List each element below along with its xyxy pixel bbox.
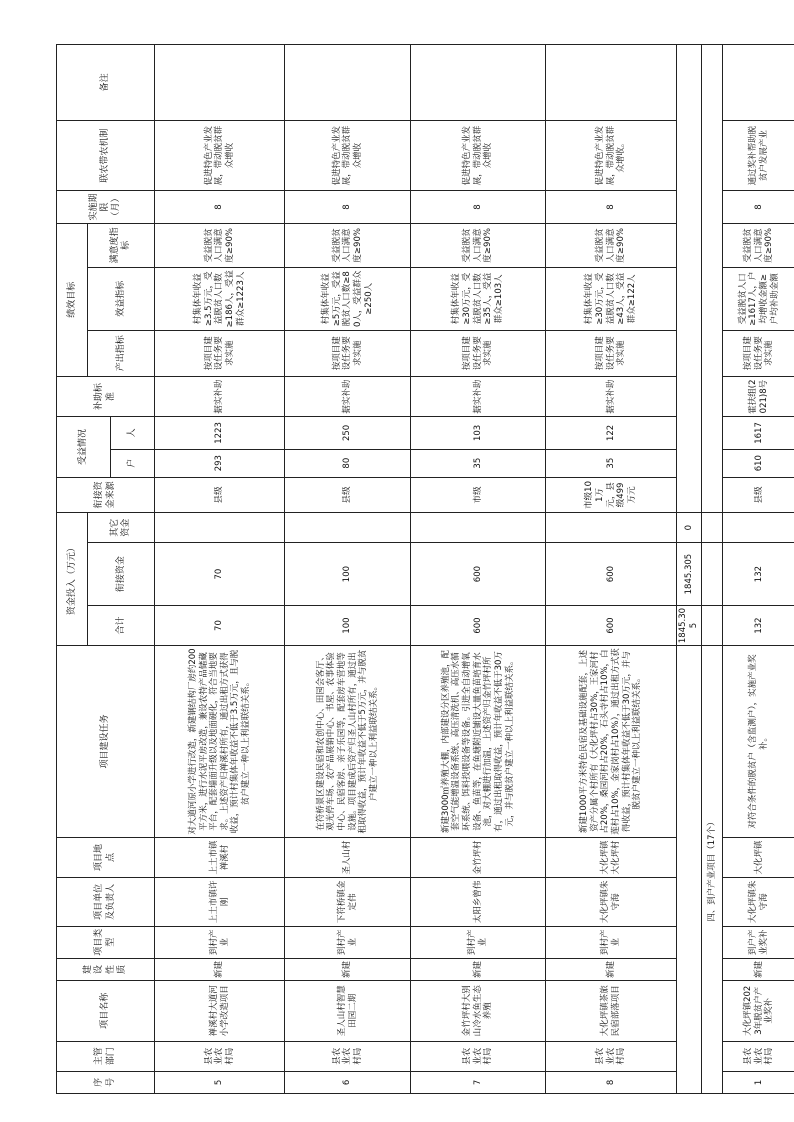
cell-type: 到村产业 — [285, 926, 410, 958]
cell-remarks — [285, 45, 410, 121]
cell-location: 圣人山村 — [285, 837, 410, 877]
cell-subsidy: 据实补助 — [155, 376, 285, 416]
cell-subsidy: 据实补助 — [285, 376, 410, 416]
cell-output: 按项目建设任务要求实施 — [155, 330, 285, 376]
section-blank-right — [702, 45, 723, 513]
cell-name: 大化坪镇茶旅民宿部落项目 — [546, 981, 676, 1042]
cell-satisfaction: 受益脱贫人口满意度≥90% — [155, 223, 285, 267]
cell-effect: 村集体年收益≥5万元，受益脱贫人口数≥80人，受益群众≥250人 — [285, 268, 410, 331]
cell-nature: 新建 — [410, 958, 546, 980]
cell-remarks — [410, 45, 546, 121]
cell-location: 大化坪镇 — [722, 837, 794, 877]
cell-other — [410, 513, 546, 543]
cell-other — [546, 513, 676, 543]
cell-mechanism: 促进特色产业发展，带动脱贫群众增收 — [155, 120, 285, 191]
cell-satisfaction: 受益脱贫人口满意度≥90% — [410, 223, 546, 267]
cell-total: 70 — [155, 605, 285, 645]
header-type: 项目类型 — [57, 926, 155, 958]
cell-total: 600 — [546, 605, 676, 645]
cell-cohesion: 600 — [410, 543, 546, 606]
cell-subsidy: 据实补助 — [410, 376, 546, 416]
header-nature: 建设性质 — [57, 958, 155, 980]
header-output: 产出指标 — [88, 330, 155, 376]
cell-period: 8 — [410, 191, 546, 223]
cell-task: 对大道河原小学进行改造，新建钢结构厂房约200平方米，进行水泥平房改造，兼设农特产品储藏平台，配套墙面升级以及地面硬化，符合当地要求。上述资产归禅溪村所有，通过出租方式获得收益，预计村集体年收益不低于3.5万元，且与脱贫户建立一种以上利益联结关系。 — [155, 646, 285, 838]
cell-cohesion: 100 — [285, 543, 410, 606]
cell-cohesion: 70 — [155, 543, 285, 606]
header-period: 实施期限（月） — [57, 191, 155, 223]
cell-satisfaction: 受益脱贫人口满意度≥90% — [546, 223, 676, 267]
cell-task: 对符合条件的脱贫户（含监测户），实施产业奖补。 — [722, 646, 794, 838]
cell-unit: 太阳乡曾伟 — [410, 878, 546, 926]
cell-source: 市级101万元，县级499万元 — [546, 477, 676, 512]
cell-cohesion: 132 — [722, 543, 794, 606]
table-row — [285, 45, 410, 1094]
cell-other — [722, 513, 794, 543]
cell-effect: 村集体年收益≥30万元，受益脱贫人口数≥35人，受益群众≥103人 — [410, 268, 546, 331]
cell-households: 80 — [285, 449, 410, 477]
cell-name: 大化坪镇2023年脱贫户产业奖补 — [722, 981, 794, 1042]
cell-other — [155, 513, 285, 543]
header-seq: 序号 — [57, 1071, 155, 1093]
table-row — [546, 45, 676, 1094]
cell-unit: 下符桥镇金定伟 — [285, 878, 410, 926]
cell-mechanism: 促进特色产业发展，带动脱贫群众增收。 — [546, 120, 676, 191]
cell-households: 35 — [546, 449, 676, 477]
cell-dept: 县农业农村局 — [155, 1041, 285, 1071]
cell-remarks — [546, 45, 676, 121]
cell-satisfaction: 受益脱贫人口满意度≥90% — [722, 223, 794, 267]
cell-source: 县级 — [722, 477, 794, 512]
cell-seq: 1 — [722, 1071, 794, 1093]
cell-location: 金竹坪村 — [410, 837, 546, 877]
cell-seq: 6 — [285, 1071, 410, 1093]
header-effect: 效益指标 — [88, 268, 155, 331]
cell-total: 600 — [410, 605, 546, 645]
cell-nature: 新建 — [546, 958, 676, 980]
cell-location: 大化坪镇大化坪村 — [546, 837, 676, 877]
cell-unit: 大化坪镇朱守海 — [722, 878, 794, 926]
subtotal-other: 0 — [676, 513, 701, 543]
cell-task: 新建1000平方米特色民宿及基础设施配套，上述资产分属个村所有（大化坪村占30%，王家河村占20%，桑园河村占20%，石头寺村占10%，白莲村占10%，金家岗村占10%），通过出租方式获得收益，预计村集体年收益不低于30万元，并与脱贫户建立一种以上利益联结关系。 — [546, 646, 676, 838]
cell-dept: 县农业农村局 — [546, 1041, 676, 1071]
header-perf: 绩效目标 — [57, 223, 88, 376]
cell-name: 金竹坪村大别山冷水鱼生态养殖 — [410, 981, 546, 1042]
cell-dept: 县农业农村局 — [722, 1041, 794, 1071]
cell-remarks — [155, 45, 285, 121]
cell-name: 禅溪村大道河小学改造项目 — [155, 981, 285, 1042]
cell-subsidy: 据实补助 — [546, 376, 676, 416]
cell-people: 1617 — [722, 417, 794, 449]
cell-nature: 新建 — [155, 958, 285, 980]
cell-nature: 新建 — [285, 958, 410, 980]
cell-total: 100 — [285, 605, 410, 645]
project-table — [56, 44, 794, 1094]
header-satisfaction: 满意度指标 — [88, 223, 155, 267]
section-blank — [702, 543, 723, 606]
cell-period: 8 — [285, 191, 410, 223]
header-dept: 主管部门 — [57, 1041, 155, 1071]
cell-satisfaction: 受益脱贫人口满意度≥90% — [285, 223, 410, 267]
cell-households: 610 — [722, 449, 794, 477]
cell-effect: 村集体年收益≥30万元，受益脱贫人口数≥43人，受益群众≥122人 — [546, 268, 676, 331]
header-source: 衔接资金来源 — [57, 477, 155, 512]
header-unit: 项目单位及负责人 — [57, 878, 155, 926]
cell-source: 县级 — [155, 477, 285, 512]
header-cohesion: 衔接资金 — [88, 543, 155, 606]
subtotal-blank-right — [676, 45, 701, 513]
cell-dept: 县农业农村局 — [285, 1041, 410, 1071]
cell-type: 到村产业 — [410, 926, 546, 958]
cell-location: 上土市镇禅溪村 — [155, 837, 285, 877]
cell-households: 35 — [410, 449, 546, 477]
table-row — [155, 45, 285, 1094]
section-label: 四、到户产业项目（17个） — [702, 646, 723, 1094]
cell-subsidy: 霍扶组(2021)8号 — [722, 376, 794, 416]
cell-output: 按项目建设任务要求实施 — [722, 330, 794, 376]
cell-type: 到村产业 — [546, 926, 676, 958]
table-row — [722, 45, 794, 1094]
cell-unit: 大化坪镇朱守海 — [546, 878, 676, 926]
cell-people: 122 — [546, 417, 676, 449]
table-row — [410, 45, 546, 1094]
cell-people: 103 — [410, 417, 546, 449]
header-remarks: 备注 — [57, 45, 155, 121]
section-row — [702, 45, 723, 1094]
header-row-1 — [57, 45, 88, 1094]
cell-seq: 7 — [410, 1071, 546, 1093]
header-total: 合计 — [88, 605, 155, 645]
section-blank — [702, 513, 723, 543]
cell-nature: 新建 — [722, 958, 794, 980]
cell-people: 250 — [285, 417, 410, 449]
cell-total: 132 — [722, 605, 794, 645]
cell-remarks — [722, 45, 794, 121]
cell-output: 按项目建设任务要求实施 — [285, 330, 410, 376]
cell-mechanism: 促进特色产业发展，带动脱贫群众增收 — [410, 120, 546, 191]
cell-type: 到户产业奖补 — [722, 926, 794, 958]
header-name: 项目名称 — [57, 981, 155, 1042]
section-blank — [702, 605, 723, 645]
header-funds: 资金投入（万元） — [57, 513, 88, 646]
subtotal-blank — [676, 646, 701, 1094]
cell-cohesion: 600 — [546, 543, 676, 606]
subtotal-total: 1845.305 — [676, 605, 701, 645]
document-page — [56, 44, 794, 1094]
header-other: 其它资金 — [88, 513, 155, 543]
header-benefit: 受益情况 — [57, 417, 111, 478]
header-mechanism: 联农带农机制 — [57, 120, 155, 191]
cell-unit: 上土市镇许刚 — [155, 878, 285, 926]
cell-name: 圣人山村智慧田园二期 — [285, 981, 410, 1042]
cell-other — [285, 513, 410, 543]
cell-task: 新建3000㎡养殖大棚，内部建设分区养殖池，配套空气能增温设备系统、高压清洗机、高压水循环系统、饵料投喂设备等设备。引进全自动增氧设备、鱼苗等，在鱼塘附近铺设大量鱼苗培育水池，对大棚进行加温，上述资产归金竹坪村所有，通过出租取得收益，预计年收益不低于30万元，并与脱贫户建立一种以上利益联结关系。 — [410, 646, 546, 838]
cell-output: 按项目建设任务要求实施 — [410, 330, 546, 376]
cell-source: 市级 — [410, 477, 546, 512]
cell-period: 8 — [546, 191, 676, 223]
header-households: 户 — [111, 449, 155, 477]
cell-mechanism: 通过奖补帮助脱贫户发展产业 — [722, 120, 794, 191]
cell-source: 县级 — [285, 477, 410, 512]
cell-dept: 县农业农村局 — [410, 1041, 546, 1071]
subtotal-row — [676, 45, 701, 1094]
header-location: 项目地点 — [57, 837, 155, 877]
subtotal-cohesion: 1845.305 — [676, 543, 701, 606]
cell-seq: 5 — [155, 1071, 285, 1093]
cell-seq: 8 — [546, 1071, 676, 1093]
cell-type: 到村产业 — [155, 926, 285, 958]
cell-effect: 受益脱贫人口≥1617人，户均增收金额≥户均补助金额 — [722, 268, 794, 331]
cell-period: 8 — [722, 191, 794, 223]
cell-people: 1223 — [155, 417, 285, 449]
cell-task: 在符桥景区建设民宿和农创中心、田园会客厅、观光停车场、农产品展销中心、书屋、农事体验中心、民宿客房、亲子乐园等，配套房车营地等设施。项目建成后资产归圣人山村所有，通过出租取得收益，预计年收益不低于5万元，并与脱贫户建立一种以上利益联结关系。 — [285, 646, 410, 838]
cell-households: 293 — [155, 449, 285, 477]
cell-period: 8 — [155, 191, 285, 223]
header-task: 项目建设任务 — [57, 646, 155, 838]
cell-output: 按项目建设任务要求实施 — [546, 330, 676, 376]
cell-mechanism: 促进特色产业发展，带动脱贫群众增收 — [285, 120, 410, 191]
cell-effect: 村集体年收益≥3.5万元，受益脱贫人口数≥186人，受益群众≥1223人 — [155, 268, 285, 331]
header-people: 人 — [111, 417, 155, 449]
header-subsidy: 补助标准 — [57, 376, 155, 416]
